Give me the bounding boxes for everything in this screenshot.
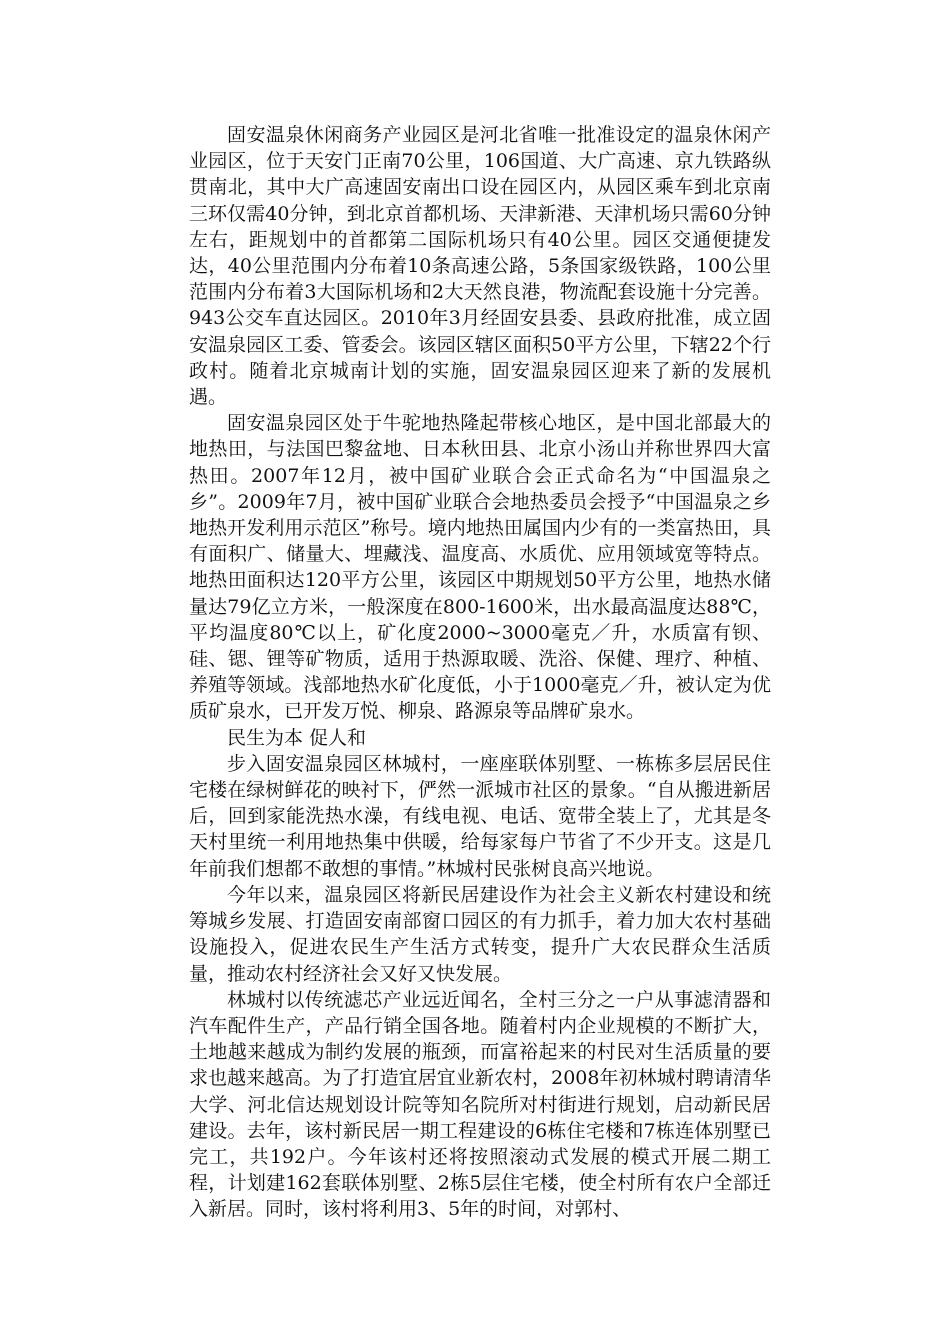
paragraph-geothermal-field: 固安温泉园区处于牛驼地热隆起带核心地区，是中国北部最大的地热田，与法国巴黎盆地、日本秋田县、北京小汤山并称世界四大富热田。2007年12月，被中国矿业联合会正式命名为“中国温泉之乡”。2009年7月，被中国矿业联合会地热委员会授予“中国温泉之乡地热开发利用示范区”称号。境内地热田属国内少有的一类富热田，具有面积广、储量大、埋藏浅、温度高、水质优、应用领域宽等特点。地热田面积达120平方公里，该园区中期规划50平方公里，地热水储量达79亿立方米，一般深度在800-1600米，出水最高温度达88℃，平均温度80℃以上，矿化度2000~3000毫克／升，水质富有钡、硅、锶、锂等矿物质，适用于热源取暖、洗浴、保健、理疗、种植、养殖等领域。浅部地热水矿化度低，小于1000毫克／升，被认定为优质矿泉水，已开发万悦、柳泉、路源泉等品牌矿泉水。 xyxy=(189,412,771,723)
section-heading: 民生为本 促人和 xyxy=(227,726,367,749)
paragraph-lincheng-village: 步入固安温泉园区林城村，一座座联体别墅、一栋栋多层居民住宅楼在绿树鲜花的映衬下，俨然一派城市社区的景象。“自从搬进新居后，回到家能洗热水澡，有线电视、电话、宽带全装上了，尤其是冬天村里统一利用地热集中供暖，给每家每户节省了不少开支。这是几年前我们想都不敢想的事情。”林城村民张树良高兴地说。 xyxy=(189,752,771,880)
paragraph-park-overview: 固安温泉休闲商务产业园区是河北省唯一批准设定的温泉休闲产业园区，位于天安门正南70公里，106国道、大广高速、京九铁路纵贯南北，其中大广高速固安南出口设在园区内，从园区乘车到北京南三环仅需40分钟，到北京首都机场、天津新港、天津机场只需60分钟左右，距规划中的首都第二国际机场只有40公里。园区交通便捷发达，40公里范围内分布着10条高速公路，5条国家级铁路，100公里范围内分布着3大国际机场和2大天然良港，物流配套设施十分完善。943公交车直达园区。2010年3月经固安县委、县政府批准，成立固安温泉园区工委、管委会。该园区辖区面积50平方公里，下辖22个行政村。随着北京城南计划的实施，固安温泉园区迎来了新的发展机遇。 xyxy=(189,124,771,409)
paragraph-filter-industry: 林城村以传统滤芯产业远近闻名，全村三分之一户从事滤清器和汽车配件生产，产品行销全国各地。随着村内企业规模的不断扩大，土地越来越成为制约发展的瓶颈，而富裕起来的村民对生活质量的要求也越来越高。为了打造宜居宜业新农村，2008年初林城村聘请清华大学、河北信达规划设计院等知名院所对村街进行规划，启动新民居建设。去年，该村新民居一期工程建设的6栋住宅楼和7栋连体别墅已完工，共192户。今年该村还将按照滚动式发展的模式开展二期工程，计划建162套联体别墅、2栋5层住宅楼，使全村所有农户全部迁入新居。同时，该村将利用3、5年的时间，对郭村、 xyxy=(189,988,771,1221)
paragraph-new-residence: 今年以来，温泉园区将新民居建设作为社会主义新农村建设和统筹城乡发展、打造固安南部窗口园区的有力抓手，着力加大农村基础设施投入，促进农民生产生活方式转变，提升广大农民群众生活质量，推动农村经济社会又好又快发展。 xyxy=(189,883,771,985)
document-body xyxy=(189,122,771,1223)
